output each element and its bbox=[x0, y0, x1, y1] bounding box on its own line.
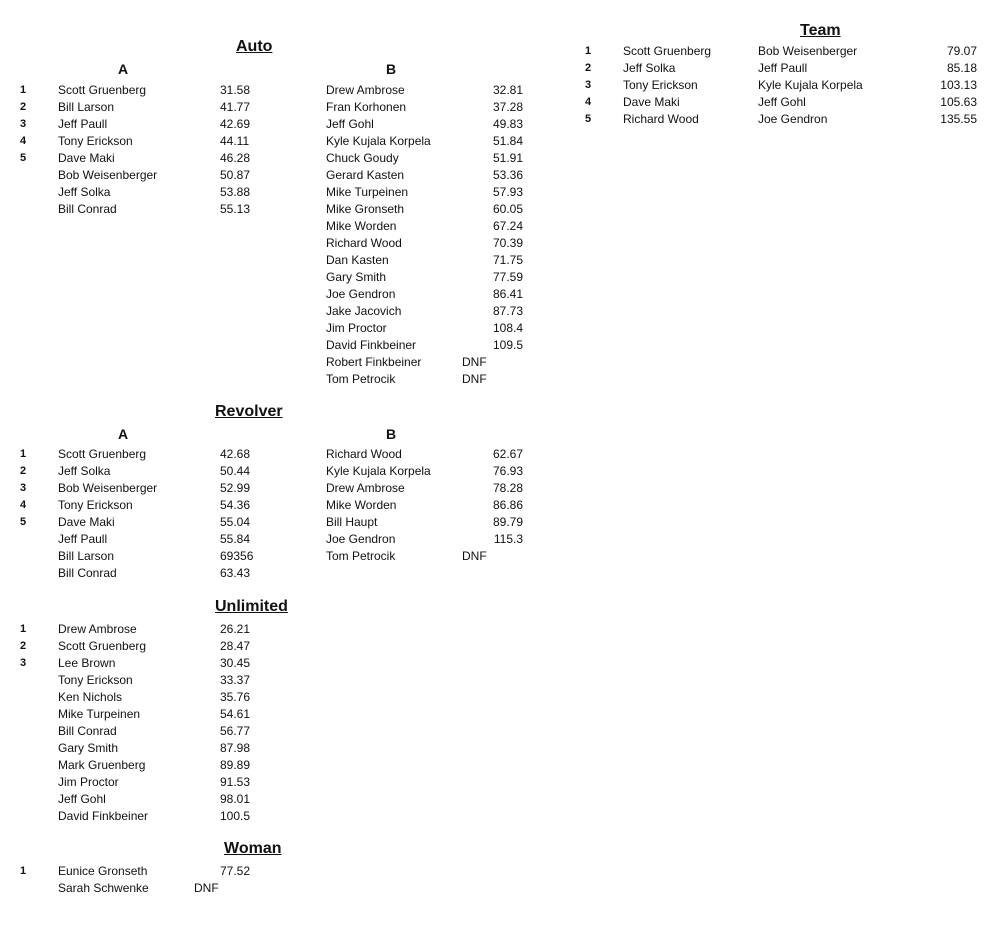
competitor-name: Mike Worden bbox=[326, 498, 397, 512]
time-value: 33.37 bbox=[220, 673, 251, 687]
rank-number: 4 bbox=[585, 96, 592, 108]
rank-number: 1 bbox=[20, 865, 27, 877]
team-member-2: Bob Weisenberger bbox=[758, 44, 858, 58]
competitor-name: Gary Smith bbox=[326, 270, 387, 284]
time-value: 55.04 bbox=[220, 515, 251, 529]
time-value: 37.28 bbox=[492, 100, 523, 114]
competitor-name: Jeff Solka bbox=[58, 185, 111, 199]
competitor-name: Robert Finkbeiner bbox=[326, 355, 422, 369]
revolver-section-title: Revolver bbox=[215, 403, 283, 420]
competitor-name: Drew Ambrose bbox=[58, 622, 137, 636]
competitor-name: Jim Proctor bbox=[326, 321, 387, 335]
time-value: 26.21 bbox=[220, 622, 251, 636]
competitor-name: Bill Conrad bbox=[58, 724, 117, 738]
rank-number: 4 bbox=[20, 135, 27, 147]
time-value: 91.53 bbox=[220, 775, 251, 789]
time-value: 108.4 bbox=[492, 321, 523, 335]
time-value: 86.86 bbox=[492, 498, 523, 512]
auto-b-heading: B bbox=[386, 61, 397, 77]
team-member-1: Richard Wood bbox=[623, 112, 699, 126]
time-value: 41.77 bbox=[220, 100, 251, 114]
time-value: 53.36 bbox=[492, 168, 523, 182]
competitor-name: Mark Gruenberg bbox=[58, 758, 146, 772]
time-value: 51.91 bbox=[492, 151, 523, 165]
competitor-name: Jeff Gohl bbox=[326, 117, 374, 131]
competitor-name: Lee Brown bbox=[58, 656, 116, 670]
competitor-name: Joe Gendron bbox=[326, 532, 396, 546]
competitor-name: Bill Conrad bbox=[58, 566, 117, 580]
revolver-b-heading: B bbox=[386, 426, 397, 442]
competitor-name: David Finkbeiner bbox=[58, 809, 149, 823]
time-value: 55.13 bbox=[220, 202, 251, 216]
rank-number: 5 bbox=[585, 113, 592, 125]
competitor-name: David Finkbeiner bbox=[326, 338, 417, 352]
dnf-value: DNF bbox=[194, 881, 219, 895]
competitor-name: Jake Jacovich bbox=[326, 304, 402, 318]
competitor-name: Jeff Gohl bbox=[58, 792, 106, 806]
competitor-name: Jeff Paull bbox=[58, 532, 108, 546]
rank-number: 1 bbox=[585, 45, 592, 57]
competitor-name: Kyle Kujala Korpela bbox=[326, 134, 431, 148]
time-value: 31.58 bbox=[220, 83, 251, 97]
time-value: 32.81 bbox=[492, 83, 523, 97]
competitor-name: Mike Gronseth bbox=[326, 202, 405, 216]
team-member-2: Jeff Gohl bbox=[758, 95, 806, 109]
competitor-name: Dave Maki bbox=[58, 151, 115, 165]
time-value: 42.68 bbox=[220, 447, 251, 461]
competitor-name: Bob Weisenberger bbox=[58, 168, 158, 182]
time-value: 28.47 bbox=[220, 639, 251, 653]
time-value: 56.77 bbox=[220, 724, 251, 738]
team-section-title: Team bbox=[800, 22, 841, 39]
competitor-name: Tom Petrocik bbox=[326, 549, 396, 563]
time-value: 77.59 bbox=[492, 270, 523, 284]
time-value: 63.43 bbox=[220, 566, 251, 580]
competitor-name: Jeff Paull bbox=[58, 117, 108, 131]
time-value: 89.89 bbox=[220, 758, 251, 772]
time-value: 89.79 bbox=[492, 515, 523, 529]
rank-number: 1 bbox=[20, 84, 27, 96]
time-value: 67.24 bbox=[492, 219, 523, 233]
team-member-2: Jeff Paull bbox=[758, 61, 808, 75]
rank-number: 3 bbox=[20, 482, 27, 494]
competitor-name: Joe Gendron bbox=[326, 287, 396, 301]
time-value: 54.36 bbox=[220, 498, 251, 512]
team-time: 85.18 bbox=[946, 61, 977, 75]
auto-section-title: Auto bbox=[236, 38, 273, 55]
competitor-name: Tom Petrocik bbox=[326, 372, 396, 386]
team-time: 105.63 bbox=[940, 95, 977, 109]
competitor-name: Mike Turpeinen bbox=[326, 185, 409, 199]
unlimited-section-title: Unlimited bbox=[215, 598, 288, 615]
time-value: 60.05 bbox=[492, 202, 523, 216]
competitor-name: Jeff Solka bbox=[58, 464, 111, 478]
competitor-name: Dave Maki bbox=[58, 515, 115, 529]
team-member-1: Jeff Solka bbox=[623, 61, 676, 75]
competitor-name: Kyle Kujala Korpela bbox=[326, 464, 431, 478]
team-member-2: Joe Gendron bbox=[758, 112, 828, 126]
competitor-name: Mike Worden bbox=[326, 219, 397, 233]
time-value: 52.99 bbox=[220, 481, 251, 495]
competitor-name: Scott Gruenberg bbox=[58, 639, 147, 653]
time-value: 86.41 bbox=[492, 287, 523, 301]
time-value: 51.84 bbox=[492, 134, 523, 148]
team-time: 135.55 bbox=[940, 112, 977, 126]
revolver-a-heading: A bbox=[118, 426, 129, 442]
rank-number: 1 bbox=[20, 623, 27, 635]
time-value: 42.69 bbox=[220, 117, 251, 131]
time-value: 87.73 bbox=[492, 304, 523, 318]
competitor-name: Tony Erickson bbox=[58, 673, 133, 687]
time-value: 76.93 bbox=[492, 464, 523, 478]
dnf-value: DNF bbox=[462, 372, 487, 386]
time-value: 69356 bbox=[220, 549, 254, 563]
time-value: 62.67 bbox=[492, 447, 523, 461]
woman-section-title: Woman bbox=[224, 840, 282, 857]
time-value: 98.01 bbox=[220, 792, 251, 806]
team-member-2: Kyle Kujala Korpela bbox=[758, 78, 863, 92]
team-member-1: Scott Gruenberg bbox=[623, 44, 712, 58]
time-value: 50.44 bbox=[220, 464, 251, 478]
rank-number: 3 bbox=[20, 657, 27, 669]
competitor-name: Ken Nichols bbox=[58, 690, 123, 704]
rank-number: 1 bbox=[20, 448, 27, 460]
competitor-name: Scott Gruenberg bbox=[58, 83, 147, 97]
time-value: 50.87 bbox=[220, 168, 251, 182]
rank-number: 2 bbox=[20, 101, 27, 113]
competitor-name: Drew Ambrose bbox=[326, 83, 405, 97]
competitor-name: Mike Turpeinen bbox=[58, 707, 141, 721]
time-value: 77.52 bbox=[220, 864, 251, 878]
team-time: 79.07 bbox=[946, 44, 977, 58]
time-value: 55.84 bbox=[220, 532, 251, 546]
time-value: 46.28 bbox=[220, 151, 251, 165]
rank-number: 5 bbox=[20, 516, 27, 528]
time-value: 70.39 bbox=[492, 236, 523, 250]
rank-number: 3 bbox=[20, 118, 27, 130]
competitor-name: Gary Smith bbox=[58, 741, 119, 755]
competitor-name: Drew Ambrose bbox=[326, 481, 405, 495]
team-member-1: Dave Maki bbox=[623, 95, 680, 109]
time-value: 35.76 bbox=[220, 690, 251, 704]
time-value: 54.61 bbox=[220, 707, 251, 721]
rank-number: 4 bbox=[20, 499, 27, 511]
competitor-name: Chuck Goudy bbox=[326, 151, 399, 165]
competitor-name: Richard Wood bbox=[326, 236, 402, 250]
time-value: 53.88 bbox=[220, 185, 251, 199]
time-value: 115.3 bbox=[493, 532, 523, 546]
competitor-name: Jim Proctor bbox=[58, 775, 119, 789]
competitor-name: Tony Erickson bbox=[58, 134, 133, 148]
competitor-name: Richard Wood bbox=[326, 447, 402, 461]
rank-number: 2 bbox=[585, 62, 592, 74]
competitor-name: Tony Erickson bbox=[58, 498, 133, 512]
time-value: 78.28 bbox=[492, 481, 523, 495]
team-member-1: Tony Erickson bbox=[623, 78, 698, 92]
rank-number: 3 bbox=[585, 79, 592, 91]
time-value: 100.5 bbox=[220, 809, 251, 823]
time-value: 49.83 bbox=[492, 117, 523, 131]
competitor-name: Dan Kasten bbox=[326, 253, 389, 267]
time-value: 71.75 bbox=[492, 253, 523, 267]
competitor-name: Bill Conrad bbox=[58, 202, 117, 216]
rank-number: 5 bbox=[20, 152, 27, 164]
time-value: 87.98 bbox=[220, 741, 251, 755]
competitor-name: Bob Weisenberger bbox=[58, 481, 158, 495]
competitor-name: Scott Gruenberg bbox=[58, 447, 147, 461]
rank-number: 2 bbox=[20, 640, 27, 652]
time-value: 30.45 bbox=[220, 656, 251, 670]
competitor-name: Bill Larson bbox=[58, 549, 115, 563]
rank-number: 2 bbox=[20, 465, 27, 477]
time-value: 57.93 bbox=[492, 185, 523, 199]
dnf-value: DNF bbox=[462, 355, 487, 369]
dnf-value: DNF bbox=[462, 549, 487, 563]
time-value: 44.11 bbox=[220, 134, 250, 148]
auto-a-heading: A bbox=[118, 61, 129, 77]
competitor-name: Sarah Schwenke bbox=[58, 881, 149, 895]
competitor-name: Gerard Kasten bbox=[326, 168, 405, 182]
competitor-name: Bill Larson bbox=[58, 100, 115, 114]
team-time: 103.13 bbox=[940, 78, 977, 92]
competitor-name: Bill Haupt bbox=[326, 515, 378, 529]
competitor-name: Eunice Gronseth bbox=[58, 864, 148, 878]
competitor-name: Fran Korhonen bbox=[326, 100, 407, 114]
time-value: 109.5 bbox=[492, 338, 523, 352]
